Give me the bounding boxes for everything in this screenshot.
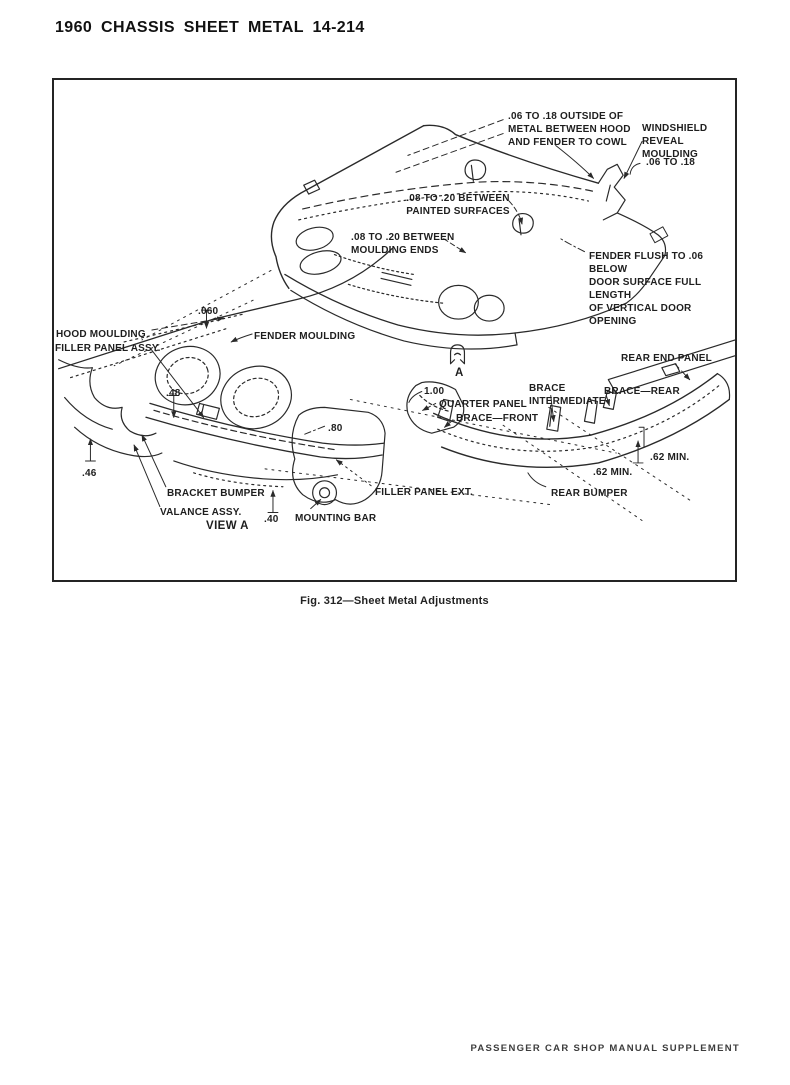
label-dim-80: .80 [328,423,343,434]
figure-312-frame [52,78,737,582]
label-fender-moulding: FENDER MOULDING [254,331,356,342]
label-mounting-bar: MOUNTING BAR [295,513,377,524]
page-footer: PASSENGER CAR SHOP MANUAL SUPPLEMENT [470,1043,740,1054]
label-fender-flush-note: FENDER FLUSH TO .06 BELOW DOOR SURFACE FULL LENGTH OF VERTICAL DOOR OPENING [589,251,704,327]
label-bracket-bumper: BRACKET BUMPER [167,488,265,499]
label-dim-62-min-lower: .62 MIN. [593,467,633,478]
label-brace-intermediate: BRACE INTERMEDIATE [529,383,606,407]
label-section-marker-a: A [455,367,464,379]
label-valance-assy: VALANCE ASSY. [160,507,242,518]
view-a-drawing [59,249,392,505]
label-painted-surfaces: .08 TO .20 BETWEEN PAINTED SURFACES [406,193,510,217]
label-dim-40: .40 [264,514,279,525]
label-hood-fender-cowl-note: .06 TO .18 OUTSIDE OF METAL BETWEEN HOOD AND FENDER TO COWL [508,111,631,148]
label-windshield-reveal: WINDSHIELD REVEAL MOULDING [642,123,708,160]
label-dim-06-to-18: .06 TO .18 [646,157,696,168]
label-filler-panel-ext: FILLER PANEL EXT. [375,487,474,498]
label-rear-bumper: REAR BUMPER [551,488,628,499]
label-dim-62-min-upper: .62 MIN. [650,452,690,463]
label-rear-end-panel: REAR END PANEL [621,353,712,364]
label-quarter-panel: QUARTER PANEL [439,399,527,410]
label-dim-1-00: 1.00 [424,386,445,397]
figure-caption: Fig. 312—Sheet Metal Adjustments [300,595,489,607]
label-brace-rear: BRACE—REAR [604,386,680,397]
label-brace-front: BRACE—FRONT [456,413,539,424]
label-dim-060: .060 [198,306,219,317]
label-hood-moulding: HOOD MOULDING [56,329,146,340]
label-dim-46: .46 [82,468,97,479]
label-dim-48: .48 [166,388,181,399]
label-filler-panel-assy: FILLER PANEL ASSY. [55,343,161,354]
page-title: 1960 CHASSIS SHEET METAL 14-214 [55,19,365,36]
label-moulding-ends: .08 TO .20 BETWEEN MOULDING ENDS [351,232,455,256]
label-view-a: VIEW A [206,520,249,532]
sheet-metal-diagram-line-art [54,80,735,580]
